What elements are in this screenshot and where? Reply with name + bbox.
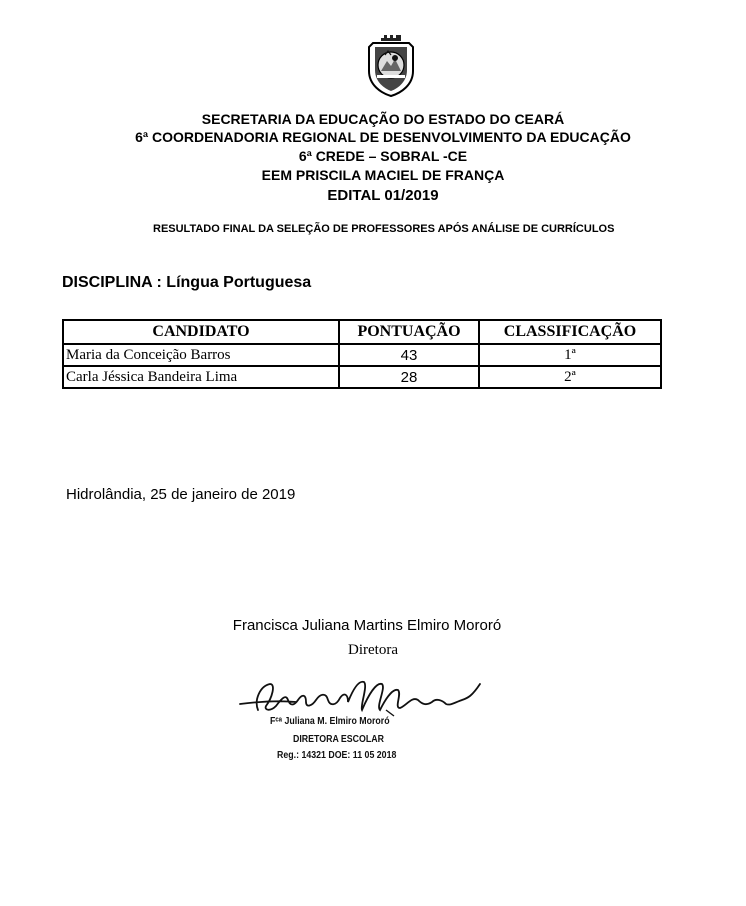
candidate-name: Maria da Conceição Barros: [63, 344, 339, 366]
header-pontuacao: PONTUAÇÃO: [339, 320, 479, 344]
header-classificacao: CLASSIFICAÇÃO: [479, 320, 661, 344]
state-coat-of-arms-icon: [361, 33, 421, 97]
candidate-score: 43: [339, 344, 479, 366]
disciplina-heading: DISCIPLINA : Língua Portuguesa: [62, 274, 312, 291]
table-header-row: [63, 320, 661, 344]
candidate-rank: 1ª: [479, 344, 661, 366]
stamp-registration: Reg.: 14321 DOE: 11 05 2018: [277, 750, 397, 761]
results-table: [62, 319, 662, 389]
candidate-rank: 2ª: [479, 366, 661, 388]
stamp-name: Fᶜᵃ Juliana M. Elmiro Mororó: [270, 716, 390, 727]
header-crede: 6ª CREDE – SOBRAL -CE: [298, 148, 468, 164]
table-row: [63, 366, 661, 388]
signer-name: Francisca Juliana Martins Elmiro Mororó: [232, 617, 502, 634]
table-row: [63, 344, 661, 366]
header-school: EEM PRISCILA MACIEL DE FRANÇA: [261, 167, 505, 183]
candidate-score: 28: [339, 366, 479, 388]
candidate-name: Carla Jéssica Bandeira Lima: [63, 366, 339, 388]
place-date: Hidrolândia, 25 de janeiro de 2019: [66, 486, 296, 503]
header-coordenadoria: 6ª COORDENADORIA REGIONAL DE DESENVOLVIMENTO DA EDUCAÇÃO: [135, 129, 631, 145]
header-secretaria: SECRETARIA DA EDUCAÇÃO DO ESTADO DO CEARÁ: [201, 111, 565, 127]
signer-role: Diretora: [348, 642, 398, 658]
header-candidato: CANDIDATO: [63, 320, 339, 344]
header-edital: EDITAL 01/2019: [327, 187, 439, 204]
stamp-title: DIRETORA ESCOLAR: [293, 734, 384, 745]
result-subtitle: RESULTADO FINAL DA SELEÇÃO DE PROFESSORES APÓS ANÁLISE DE CURRÍCULOS: [153, 223, 615, 235]
handwritten-signature: [236, 672, 496, 722]
